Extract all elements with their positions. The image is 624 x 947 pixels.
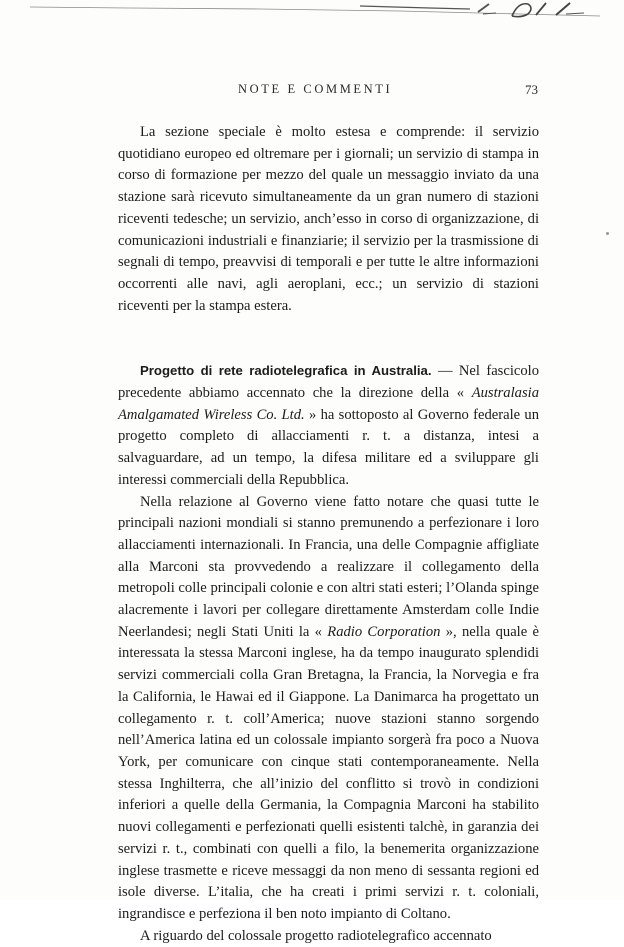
- section-paragraph-3: A riguardo del colossale progetto radiotelegrafico accennato: [140, 927, 492, 944]
- top-handwritten-marks: [0, 0, 624, 30]
- margin-speck: [606, 232, 609, 235]
- section-text-lead: — Nel fascicolo precedente abbiamo accennato che la direzione della «: [118, 363, 540, 402]
- section-paragraph-2: [118, 492, 539, 926]
- running-head: NOTE E COMMENTI: [238, 82, 393, 96]
- section-spacer: [118, 317, 539, 360]
- paragraph-2-lead: Nella relazione al Governo viene fatto notare che quasi tutte le principali nazioni mondiali si stanno premunendo a perfezionare i loro allacciamenti internazionali. In Francia, una delle Compagnie affigliate alla Marconi sta provvedendo a realizzare il collegamento della metropoli colle principali colonie e con altri stati esteri; l’Olanda spinge alacremente i lavori per collegare direttamente Amsterdam colle Indie Neerlandesi; negli Stati Uniti la «: [118, 493, 539, 640]
- page-body: [118, 122, 539, 947]
- body-paragraph: La sezione speciale è molto estesa e comprende: il servizio quotidiano europeo ed oltremare per i giornali; un servizio di stampa in corso di formazione per mezzo del quale un messaggio inviato da una stazione sarà ricevuto simultaneamente da un gran numero di stazioni riceventi tedesche; un servizio, anch’esso in corso di organizzazione, di comunicazioni industriali e finanziarie; il servizio per la trasmissione di segnali di tempo, preavvisi di temporali e per tutte le altre informazioni occorrenti alle navi, agli aeroplani, ecc.; un servizio di stazioni riceventi per la stampa estera.: [118, 124, 539, 314]
- page-header: [118, 82, 538, 102]
- paragraph-2-tail: », nella quale è interessata la stessa Marconi inglese, ha da tempo inaugurato splendidi servizi commerciali colla Gran Bretagna, la Francia, la Norvegia e fra la California, le Hawai ed il Giappone. La Danimarca ha progettato un collegamento r. t. coll’America; nuove stazioni stanno sorgendo nell’America latina ed un colossale impianto sorgerà fra poco a Nuova York, per comunicare con cinque stati contemporaneamente. Nella stessa Inghilterra, che all’inizio del conflitto si trovò in condizioni inferiori a quelle della Germania, la Compagnia Marconi ha stabilito nuovi collegamenti e perfezionati quelli esistenti talchè, in garanzia dei servizi r. t., combinati con quelli a filo, la benemerita organizzazione inglese trasmette e riceve messaggi da non meno di sessanta regioni ed isole diverse. L’italia, che ha creati i primi servizi r. t. coloniali, ingrandisce e perfeziona il ben noto impianto di Coltano.: [118, 623, 539, 922]
- section-paragraph-1: [118, 360, 539, 491]
- section-title: Progetto di rete radiotelegrafica in Australia.: [140, 363, 432, 379]
- company-name-amalgamated: Australasia Amalgamated Wireless Co. Ltd.: [118, 385, 539, 423]
- section-text-tail: » ha sottoposto al Governo federale un progetto completo di allacciamenti r. t. a distanza, intesi a salvaguardare, ad un tempo, la difesa militare ed a sviluppare gli interessi commerciali della Repubblica.: [118, 406, 539, 488]
- page-number: 73: [525, 82, 538, 97]
- company-name-radio-corporation: Radio Corporation: [327, 623, 441, 640]
